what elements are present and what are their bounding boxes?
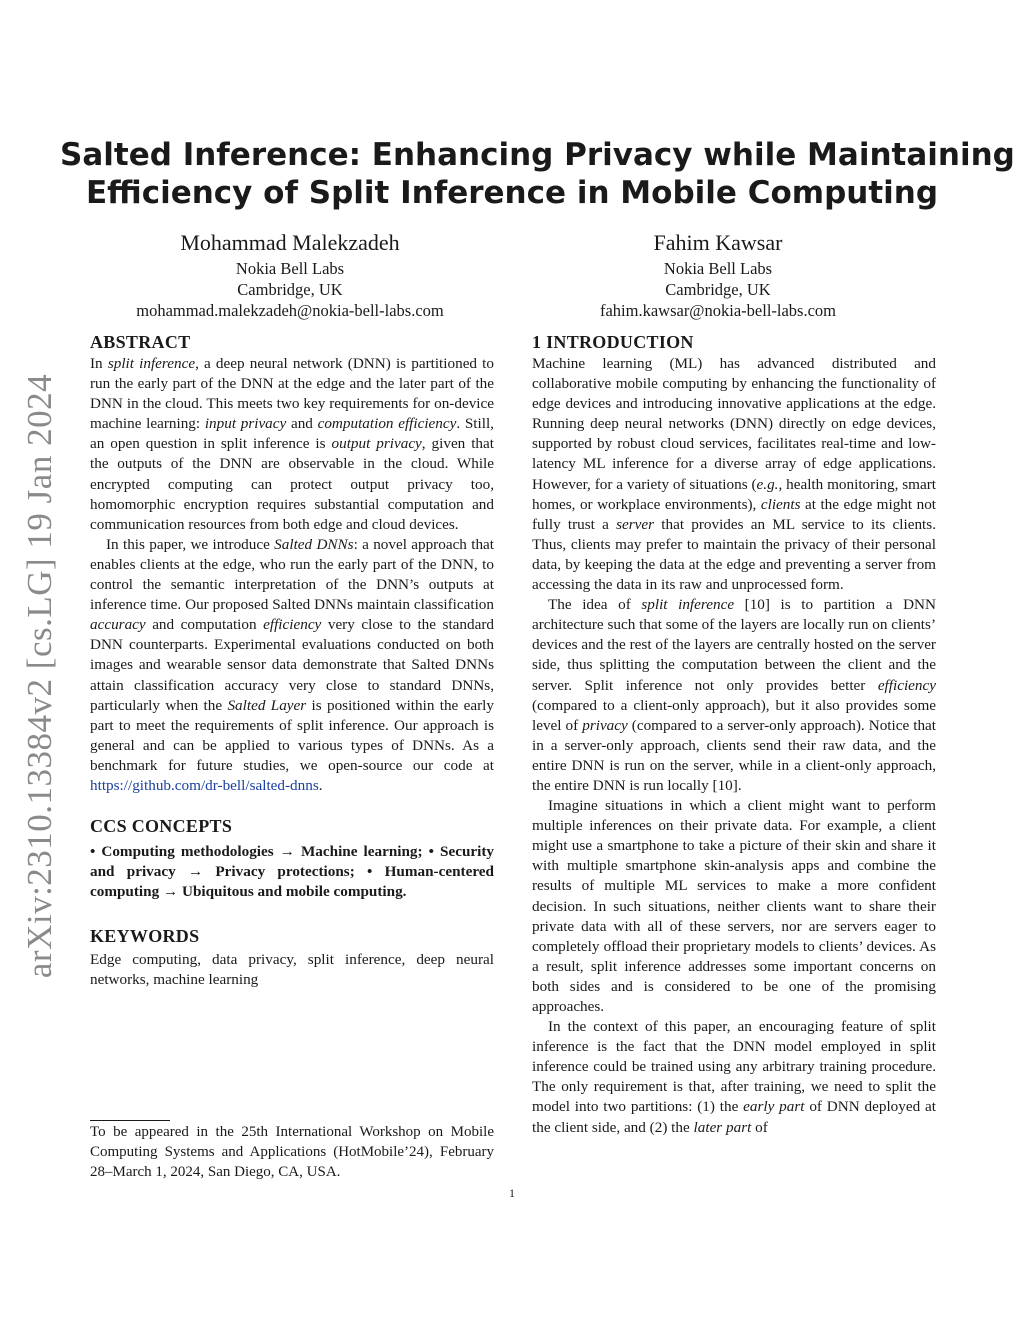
ccs-heading: CCS CONCEPTS (90, 816, 233, 837)
code-repository-link[interactable]: https://github.com/dr-bell/salted-dnns (90, 776, 319, 794)
intro-paragraph-1: Machine learning (ML) has advanced distributed and collaborative mobile computing by enhancing the functionality of edge devices and introducing innovative applications at the edge. Running deep neural networks (DNN) directly on edge devices, supported by robust cloud services, facilitates real-time and low-latency ML inference for a diverse array of edge applications. However, for a variety of situations (e.g., health monitoring, smart homes, or workplace environments), clients at the edge might not fully trust a server that provides an ML service to its clients. Thus, clients may prefer to maintain the privacy of their personal data, by keeping the data at the edge and preventing a server from accessing the data in its raw and unprocessed form. (532, 355, 937, 594)
arxiv-identifier (5, 366, 75, 986)
abstract-paragraph-2: In this paper, we introduce Salted DNNs: a novel approach that enables clients at the edge, who run the early part of the DNN, to control the semantic interpretation of the DNN’s outputs at inference time. Our proposed Salted DNNs maintain classification accuracy and computation efficiency very close to the standard DNN counterparts. Experimental evaluations conducted on both images and wearable sensor data demonstrate that Salted DNNs attain classification accuracy very close to standard DNNs, particularly when the Salted Layer is positioned within the early part to meet the requirements of split inference. Our approach is general and can be applied to various types of DNNs. As a benchmark for future studies, we open-source our code at https://github.com/dr-bell/salted-dnns. (90, 535, 494, 794)
title-line-2: Efficiency of Split Inference in Mobile Computing (85, 175, 939, 211)
left-column (90, 330, 494, 991)
author-email: mohammad.malekzadeh@nokia-bell-labs.com (136, 301, 444, 320)
author-name: Fahim Kawsar (653, 230, 783, 255)
keywords-heading: KEYWORDS (90, 926, 200, 947)
author-name: Mohammad Malekzadeh (180, 230, 400, 255)
keywords-text: Edge computing, data privacy, split inference, deep neural networks, machine learning (90, 951, 494, 989)
paper-title (60, 136, 1015, 212)
author-email: fahim.kawsar@nokia-bell-labs.com (599, 301, 837, 320)
page-number: 1 (509, 1186, 515, 1200)
author-2 (518, 228, 918, 321)
intro-paragraph-4: In the context of this paper, an encouraging feature of split inference is the fact that the DNN model employed in split inference could be trained using any arbitrary training procedure. The only requirement is that, after training, we need to split the model into two partitions: (1) the early part of DNN deployed at the client side, and (2) the later part of (532, 1018, 936, 1136)
author-location: Cambridge, UK (665, 280, 771, 299)
author-block (90, 228, 934, 323)
abstract-paragraph-1: In split inference, a deep neural network (DNN) is partitioned to run the early part of the DNN at the edge and the later part of the DNN in the cloud. This meets two key requirements for on-device machine learning: input privacy and computation efficiency. Still, an open question in split inference is output privacy, given that the outputs of the DNN are observable in the cloud. While encrypted computing can protect output privacy too, homomorphic encryption requires substantial computation and communication resources from both edge and cloud devices. (90, 355, 494, 533)
footnote-rule (90, 1120, 170, 1121)
arxiv-identifier-text: arXiv:2310.13384v2 [cs.LG] 19 Jan 2024 (20, 373, 59, 979)
author-affiliation: Nokia Bell Labs (663, 259, 773, 278)
author-1 (90, 228, 490, 321)
abstract-heading: ABSTRACT (90, 332, 191, 352)
intro-paragraph-2: The idea of split inference [10] is to partition a DNN architecture such that some of the layers are locally run on clients’ devices and the rest of the layers are centrally hosted on the server side, thus splitting the computation between the client and the server. Split inference not only provides better efficiency (compared to a client-only approach), but it also provides some level of privacy (compared to a server-only approach). Notice that in a server-only approach, clients send their raw data, and the entire DNN is run on the server, while in a client-only approach, the entire DNN is run locally [10]. (532, 596, 937, 794)
right-column (532, 330, 936, 1138)
ccs-concepts: • Computing methodologies → Machine learning; • Security and privacy → Privacy protections; • Human-centered computing → Ubiquitous and mobile computing. (90, 843, 494, 901)
introduction-heading: 1 INTRODUCTION (532, 332, 694, 352)
author-affiliation: Nokia Bell Labs (235, 259, 345, 278)
title-line-1: Salted Inference: Enhancing Privacy while Maintaining (60, 137, 1015, 173)
footnote: To be appeared in the 25th International Workshop on Mobile Computing Systems and Applications (HotMobile’24), February 28–March 1, 2024, San Diego, CA, USA. (90, 1124, 494, 1180)
author-location: Cambridge, UK (237, 280, 343, 299)
intro-paragraph-3: Imagine situations in which a client might want to perform multiple inferences on their private data. For example, a client might use a smartphone to take a picture of their skin and share it with multiple smartphone skin-analysis apps and combine the results of multiple ML services to make a more confident decision. In such situations, neither clients want to share their private data with all of these servers, nor are servers eager to completely offload their proprietary models to clients’ devices. As a result, split inference addresses some important concerns on both sides and is considered to be one of the promising approaches. (532, 797, 936, 1015)
